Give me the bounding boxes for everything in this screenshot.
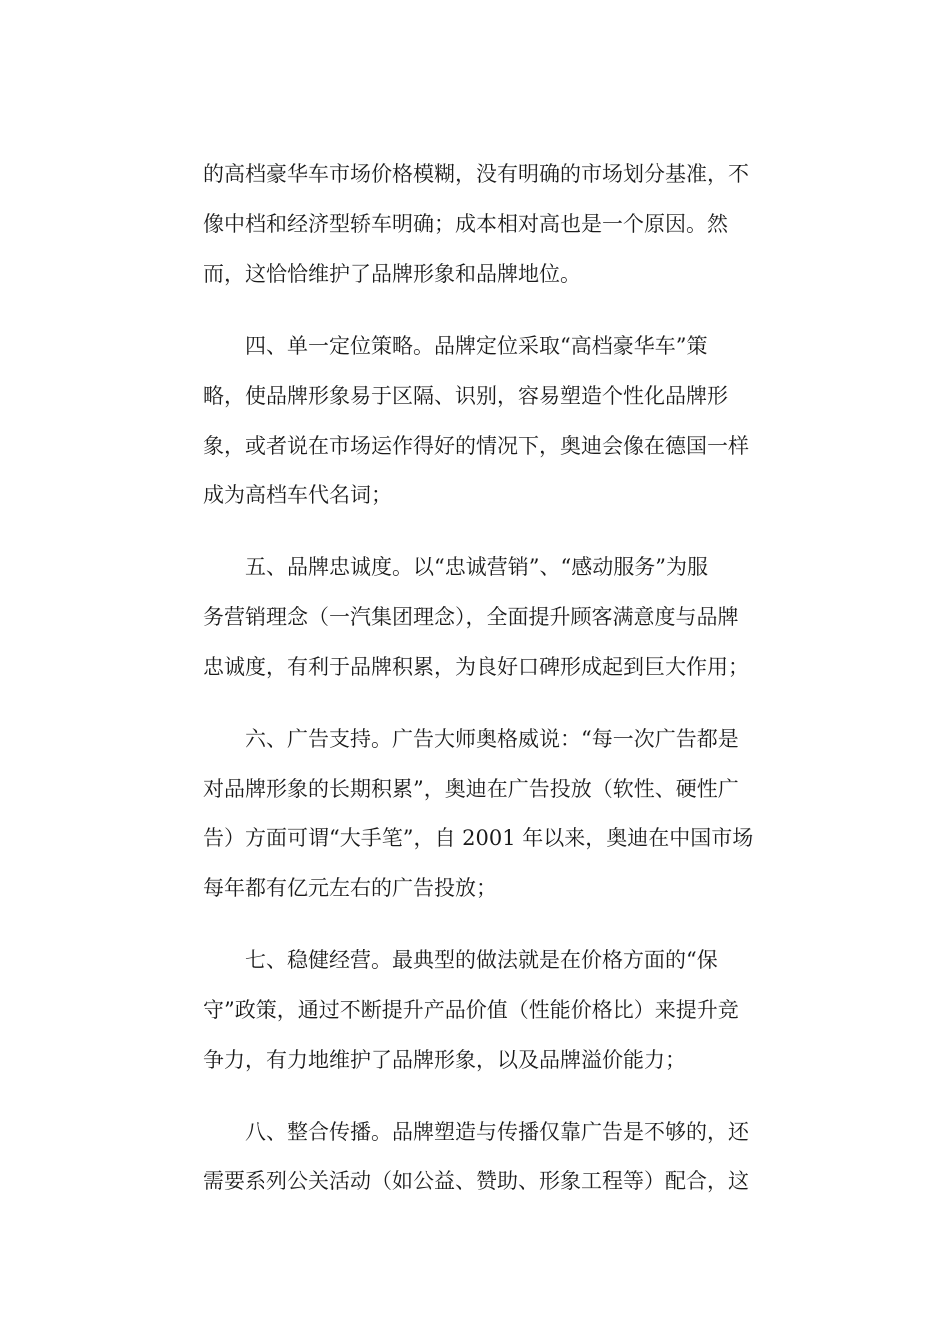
text-line: 成为高档车代名词；: [203, 483, 392, 507]
text-line: 争力，有力地维护了品牌形象，以及品牌溢价能力；: [203, 1048, 686, 1072]
text-line: 的高档豪华车市场价格模糊，没有明确的市场划分基准，不: [203, 162, 749, 186]
text-line: 对品牌形象的长期积累”，奥迪在广告投放（软性、硬性广: [203, 777, 739, 801]
text-line: 像中档和经济型轿车明确；成本相对高也是一个原因。然: [203, 212, 728, 236]
text-line: 每年都有亿元左右的广告投放；: [203, 876, 497, 900]
text-line: 六、广告支持。广告大师奥格威说：“每一次广告都是: [245, 727, 739, 751]
text-line: 守”政策，通过不断提升产品价值（性能价格比）来提升竞: [203, 998, 739, 1022]
text-line: 告）方面可谓“大手笔”，自 2001 年以来，奥迪在中国市场: [203, 826, 754, 850]
text-line: 象，或者说在市场运作得好的情况下，奥迪会像在德国一样: [203, 434, 749, 458]
text-line: 略，使品牌形象易于区隔、识别，容易塑造个性化品牌形: [203, 384, 728, 408]
text-line: 五、品牌忠诚度。以“忠诚营销”、“感动服务”为服: [245, 555, 708, 579]
text-line: 忠诚度，有利于品牌积累，为良好口碑形成起到巨大作用；: [203, 655, 749, 679]
text-line: 八、整合传播。品牌塑造与传播仅靠广告是不够的，还: [245, 1120, 749, 1144]
text-line: 七、稳健经营。最典型的做法就是在价格方面的“保: [245, 948, 718, 972]
text-line: 四、单一定位策略。品牌定位采取“高档豪华车”策: [245, 334, 708, 358]
text-line: 需要系列公关活动（如公益、赞助、形象工程等）配合，这: [203, 1169, 749, 1193]
text-line: 务营销理念（一汽集团理念），全面提升顾客满意度与品牌: [203, 605, 739, 629]
text-line: 而，这恰恰维护了品牌形象和品牌地位。: [203, 262, 581, 286]
